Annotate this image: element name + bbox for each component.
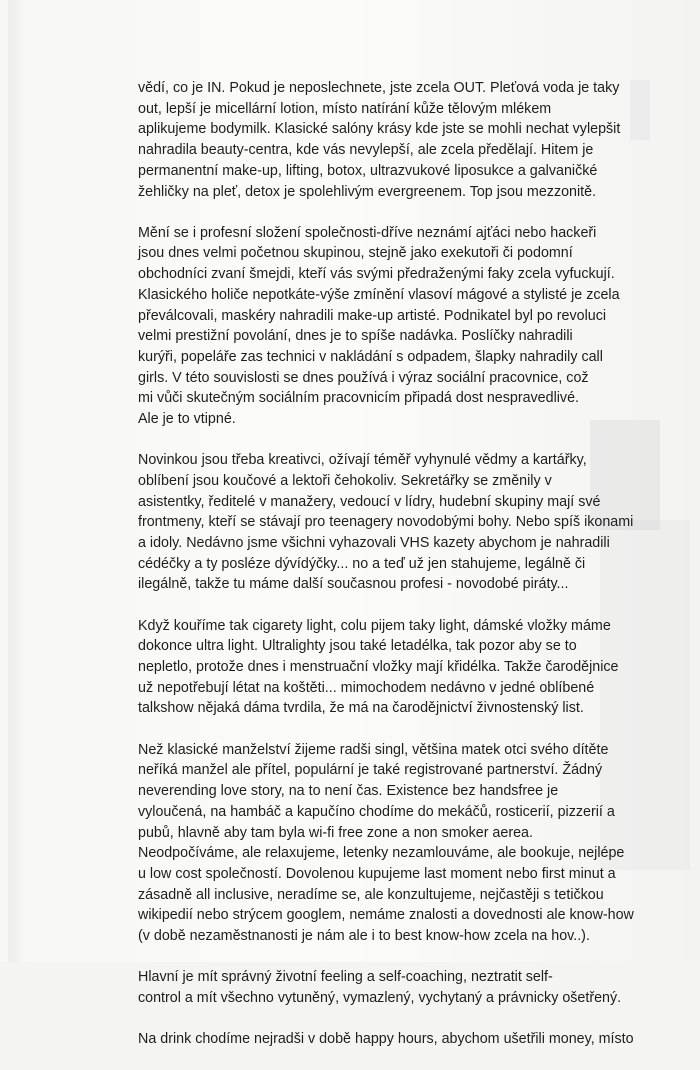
paragraph	[138, 1029, 634, 1050]
text-line: Neodpočíváme, ale relaxujeme, letenky nezamlouváme, ale bookuje, nejlépe	[138, 845, 625, 862]
text-line: Klasického holiče nepotkáte-výše zmínění vlasoví mágové a stylisté je zcela	[138, 286, 620, 303]
scan-margin-shadow	[8, 0, 22, 962]
text-line: Když kouříme tak cigarety light, colu pijem taky light, dámské vložky máme	[138, 617, 611, 634]
text-line: cédéčky a ty posléze dývídýčky... no a teď už jen stahujeme, legálně či	[138, 555, 586, 572]
text-line: talkshow nějaká dáma tvrdila, že má na čarodějnictví živnostenský list.	[138, 700, 584, 717]
text-line: vědí, co je IN. Pokud je neposlechnete, jste zcela OUT. Pleťová voda je taky	[138, 80, 620, 96]
text-line: pubů, hlavně aby tam byla wi-fi free zone a non smoker aerea.	[138, 824, 533, 841]
text-line: obchodníci zvaní šmejdi, kteří vás svými předraženými faky zcela vyfuckují.	[138, 266, 615, 283]
text-line: u low cost společností. Dovolenou kupujeme last moment nebo first minut a	[138, 865, 616, 882]
text-line: už nepotřebují létat na koštěti... mimochodem nedávno v jedné oblíbené	[138, 679, 595, 696]
text-line: neříká manžel ale přítel, populární je také registrované partnerství. Žádný	[138, 762, 603, 779]
text-line: Novinkou jsou třeba kreativci, ožívají téměř vyhynulé vědmy a kartářky,	[138, 452, 587, 469]
text-line: převálcovali, maskéry nahradili make-up artisté. Podnikatel byl po revoluci	[138, 307, 607, 324]
text-line: Na drink chodíme nejradši v době happy hours, abychom ušetřili money, místo	[138, 1031, 634, 1048]
paragraph	[138, 450, 634, 595]
text-line: velmi prestižní povolání, dnes je to spíše nadávka. Poslíčky nahradili	[138, 328, 573, 345]
text-line: girls. V této souvislosti se dnes používá i výraz sociální pracovnice, což	[138, 369, 589, 386]
show-through-mark	[630, 80, 650, 140]
text-line: control a mít všechno vytuněný, vymazlený, vychytaný a právnicky ošetřený.	[138, 989, 622, 1006]
text-line: ilegálně, takže tu máme další současnou profesi - novodobé piráty...	[138, 576, 569, 593]
text-line: jsou dnes velmi početnou skupinou, stejně jako exekutoři či podomní	[138, 245, 573, 262]
text-line: mi vůči skutečným sociálním pracovnicím připadá dost nespravedlivé.	[138, 390, 580, 407]
paragraph	[138, 740, 634, 947]
paragraph	[138, 616, 619, 720]
text-line: kurýři, popeláře zas technici v nakládání s odpadem, šlapky nahradily call	[138, 348, 603, 365]
text-line: vyloučená, na hambáč a kapučíno chodíme do mekáčů, rosticerií, pizzerií a	[138, 803, 615, 820]
paragraph	[138, 78, 621, 202]
text-line: asistentky, ředitelé v manažery, vedoucí v lídry, hudební skupiny mají své	[138, 493, 601, 510]
document-body	[138, 78, 634, 1070]
text-line: Hlavní je mít správný životní feeling a self-coaching, neztratit self-	[138, 969, 553, 986]
text-line: (v době nezaměstnanosti je nám ale i to best know-how zcela na hov..).	[138, 928, 590, 945]
text-line: nahradila beauty-centra, kde vás nevylepší, ale zcela předělají. Hitem je	[138, 142, 594, 159]
text-line: permanentní make-up, lifting, botox, ultrazvukové liposukce a galvaničké	[138, 162, 598, 179]
text-line: Mění se i profesní složení společnosti-dříve neznámí ajťáci nebo hackeři	[138, 224, 597, 241]
text-line: Ale je to vtipné.	[138, 411, 236, 428]
text-line: wikipedií nebo strýcem googlem, nemáme znalosti a dovednosti ale know-how	[138, 907, 634, 924]
text-line: neverending love story, na to není čas. Existence bez handsfree je	[138, 783, 559, 800]
text-line: zásadně all inclusive, neradíme se, ale konzultujeme, nejčastěji s tetičkou	[138, 886, 604, 903]
text-line: a idoly. Nedávno jsme všichni vyhazovali VHS kazety abychom je nahradili	[138, 535, 610, 552]
text-line: oblíbení jsou koučové a lektoři čehokoliv. Sekretářky se změnily v	[138, 472, 552, 489]
text-line: žehličky na pleť, detox je spolehlivým evergreenem. Top jsou mezzonitě.	[138, 183, 597, 200]
text-line: dokonce ultra light. Ultralighty jsou také letadélka, tak pozor aby se to	[138, 638, 577, 655]
text-line: nepletlo, protože dnes i menstruační vložky mají křidélka. Takže čarodějnice	[138, 659, 619, 676]
text-line: Než klasické manželství žijeme radši singl, většina matek otci svého dítěte	[138, 741, 609, 758]
paragraph	[138, 967, 622, 1008]
text-line: out, lepší je micellární lotion, místo natírání kůže tělovým mlékem	[138, 100, 552, 117]
text-line: frontmeny, kteří se stávají pro teenagery novodobými bohy. Nebo spíš ikonami	[138, 514, 634, 531]
text-line: aplikujeme bodymilk. Klasické salóny krásy kde jste se mohli nechat vylepšit	[138, 121, 621, 138]
paragraph	[138, 223, 620, 430]
